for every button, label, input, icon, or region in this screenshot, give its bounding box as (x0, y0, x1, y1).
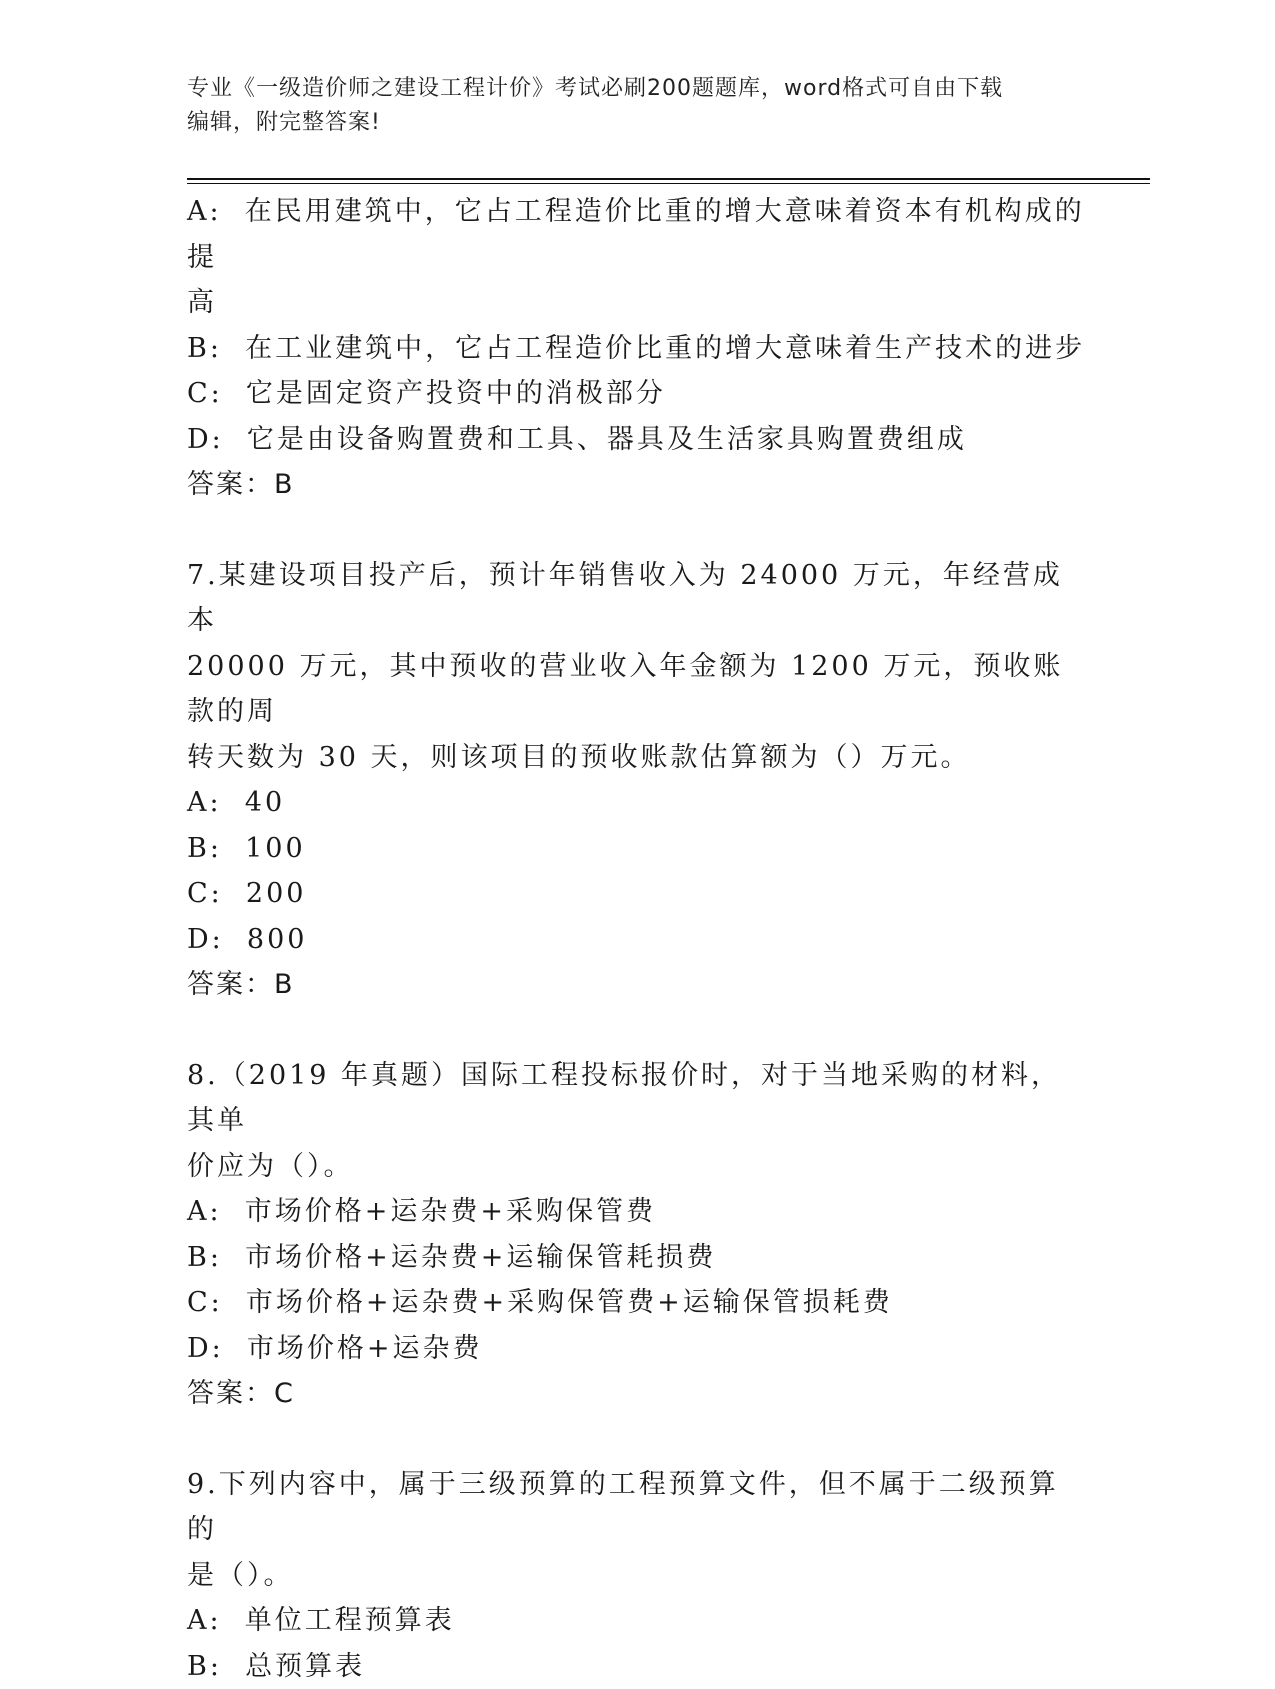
option-d: D: 它是由设备购置费和工具、器具及生活家具购置费组成 (187, 417, 1087, 463)
option-c: C: 它是固定资产投资中的消极部分 (187, 371, 1087, 417)
question-stem-line-1: 8.（2019 年真题）国际工程投标报价时，对于当地采购的材料，其单 (187, 1053, 1087, 1144)
option-b: B: 市场价格+运杂费+运输保管耗损费 (187, 1235, 1087, 1281)
option-c: C: 200 (187, 871, 1087, 917)
question-9 (187, 1462, 1087, 1689)
option-a-line-2: 高 (187, 280, 1087, 326)
question-7 (187, 553, 1087, 1008)
document-header (187, 72, 1067, 140)
answer: 答案：B (187, 962, 1087, 1008)
spacer (187, 1008, 1087, 1053)
question-stem-line-2: 是（）。 (187, 1553, 1087, 1599)
option-a: A: 单位工程预算表 (187, 1598, 1087, 1644)
option-b: B: 在工业建筑中，它占工程造价比重的增大意味着生产技术的进步 (187, 326, 1087, 372)
document-body (187, 189, 1087, 1689)
option-a: A: 40 (187, 780, 1087, 826)
header-line-1: 专业《一级造价师之建设工程计价》考试必刷200题题库，word格式可自由下载 (187, 72, 1067, 106)
spacer (187, 508, 1087, 553)
header-rule-thick (187, 178, 1150, 180)
option-b: B: 总预算表 (187, 1644, 1087, 1689)
question-stem-line-2: 20000 万元，其中预收的营业收入年金额为 1200 万元，预收账款的周 (187, 644, 1087, 735)
option-a: A: 市场价格+运杂费+采购保管费 (187, 1189, 1087, 1235)
answer: 答案：B (187, 462, 1087, 508)
question-stem-line-1: 9.下列内容中，属于三级预算的工程预算文件，但不属于二级预算的 (187, 1462, 1087, 1553)
option-d: D: 800 (187, 917, 1087, 963)
question-stem-line-2: 价应为（）。 (187, 1144, 1087, 1190)
option-a-line-1: A: 在民用建筑中，它占工程造价比重的增大意味着资本有机构成的提 (187, 189, 1087, 280)
option-b: B: 100 (187, 826, 1087, 872)
spacer (187, 1417, 1087, 1462)
answer: 答案：C (187, 1371, 1087, 1417)
question-6 (187, 189, 1087, 508)
question-stem-line-1: 7.某建设项目投产后，预计年销售收入为 24000 万元，年经营成本 (187, 553, 1087, 644)
header-line-2: 编辑，附完整答案! (187, 106, 1067, 140)
question-8 (187, 1053, 1087, 1417)
option-d: D: 市场价格+运杂费 (187, 1326, 1087, 1372)
option-c: C: 市场价格+运杂费+采购保管费+运输保管损耗费 (187, 1280, 1087, 1326)
header-rule-thin (187, 183, 1150, 184)
question-stem-line-3: 转天数为 30 天，则该项目的预收账款估算额为（）万元。 (187, 735, 1087, 781)
